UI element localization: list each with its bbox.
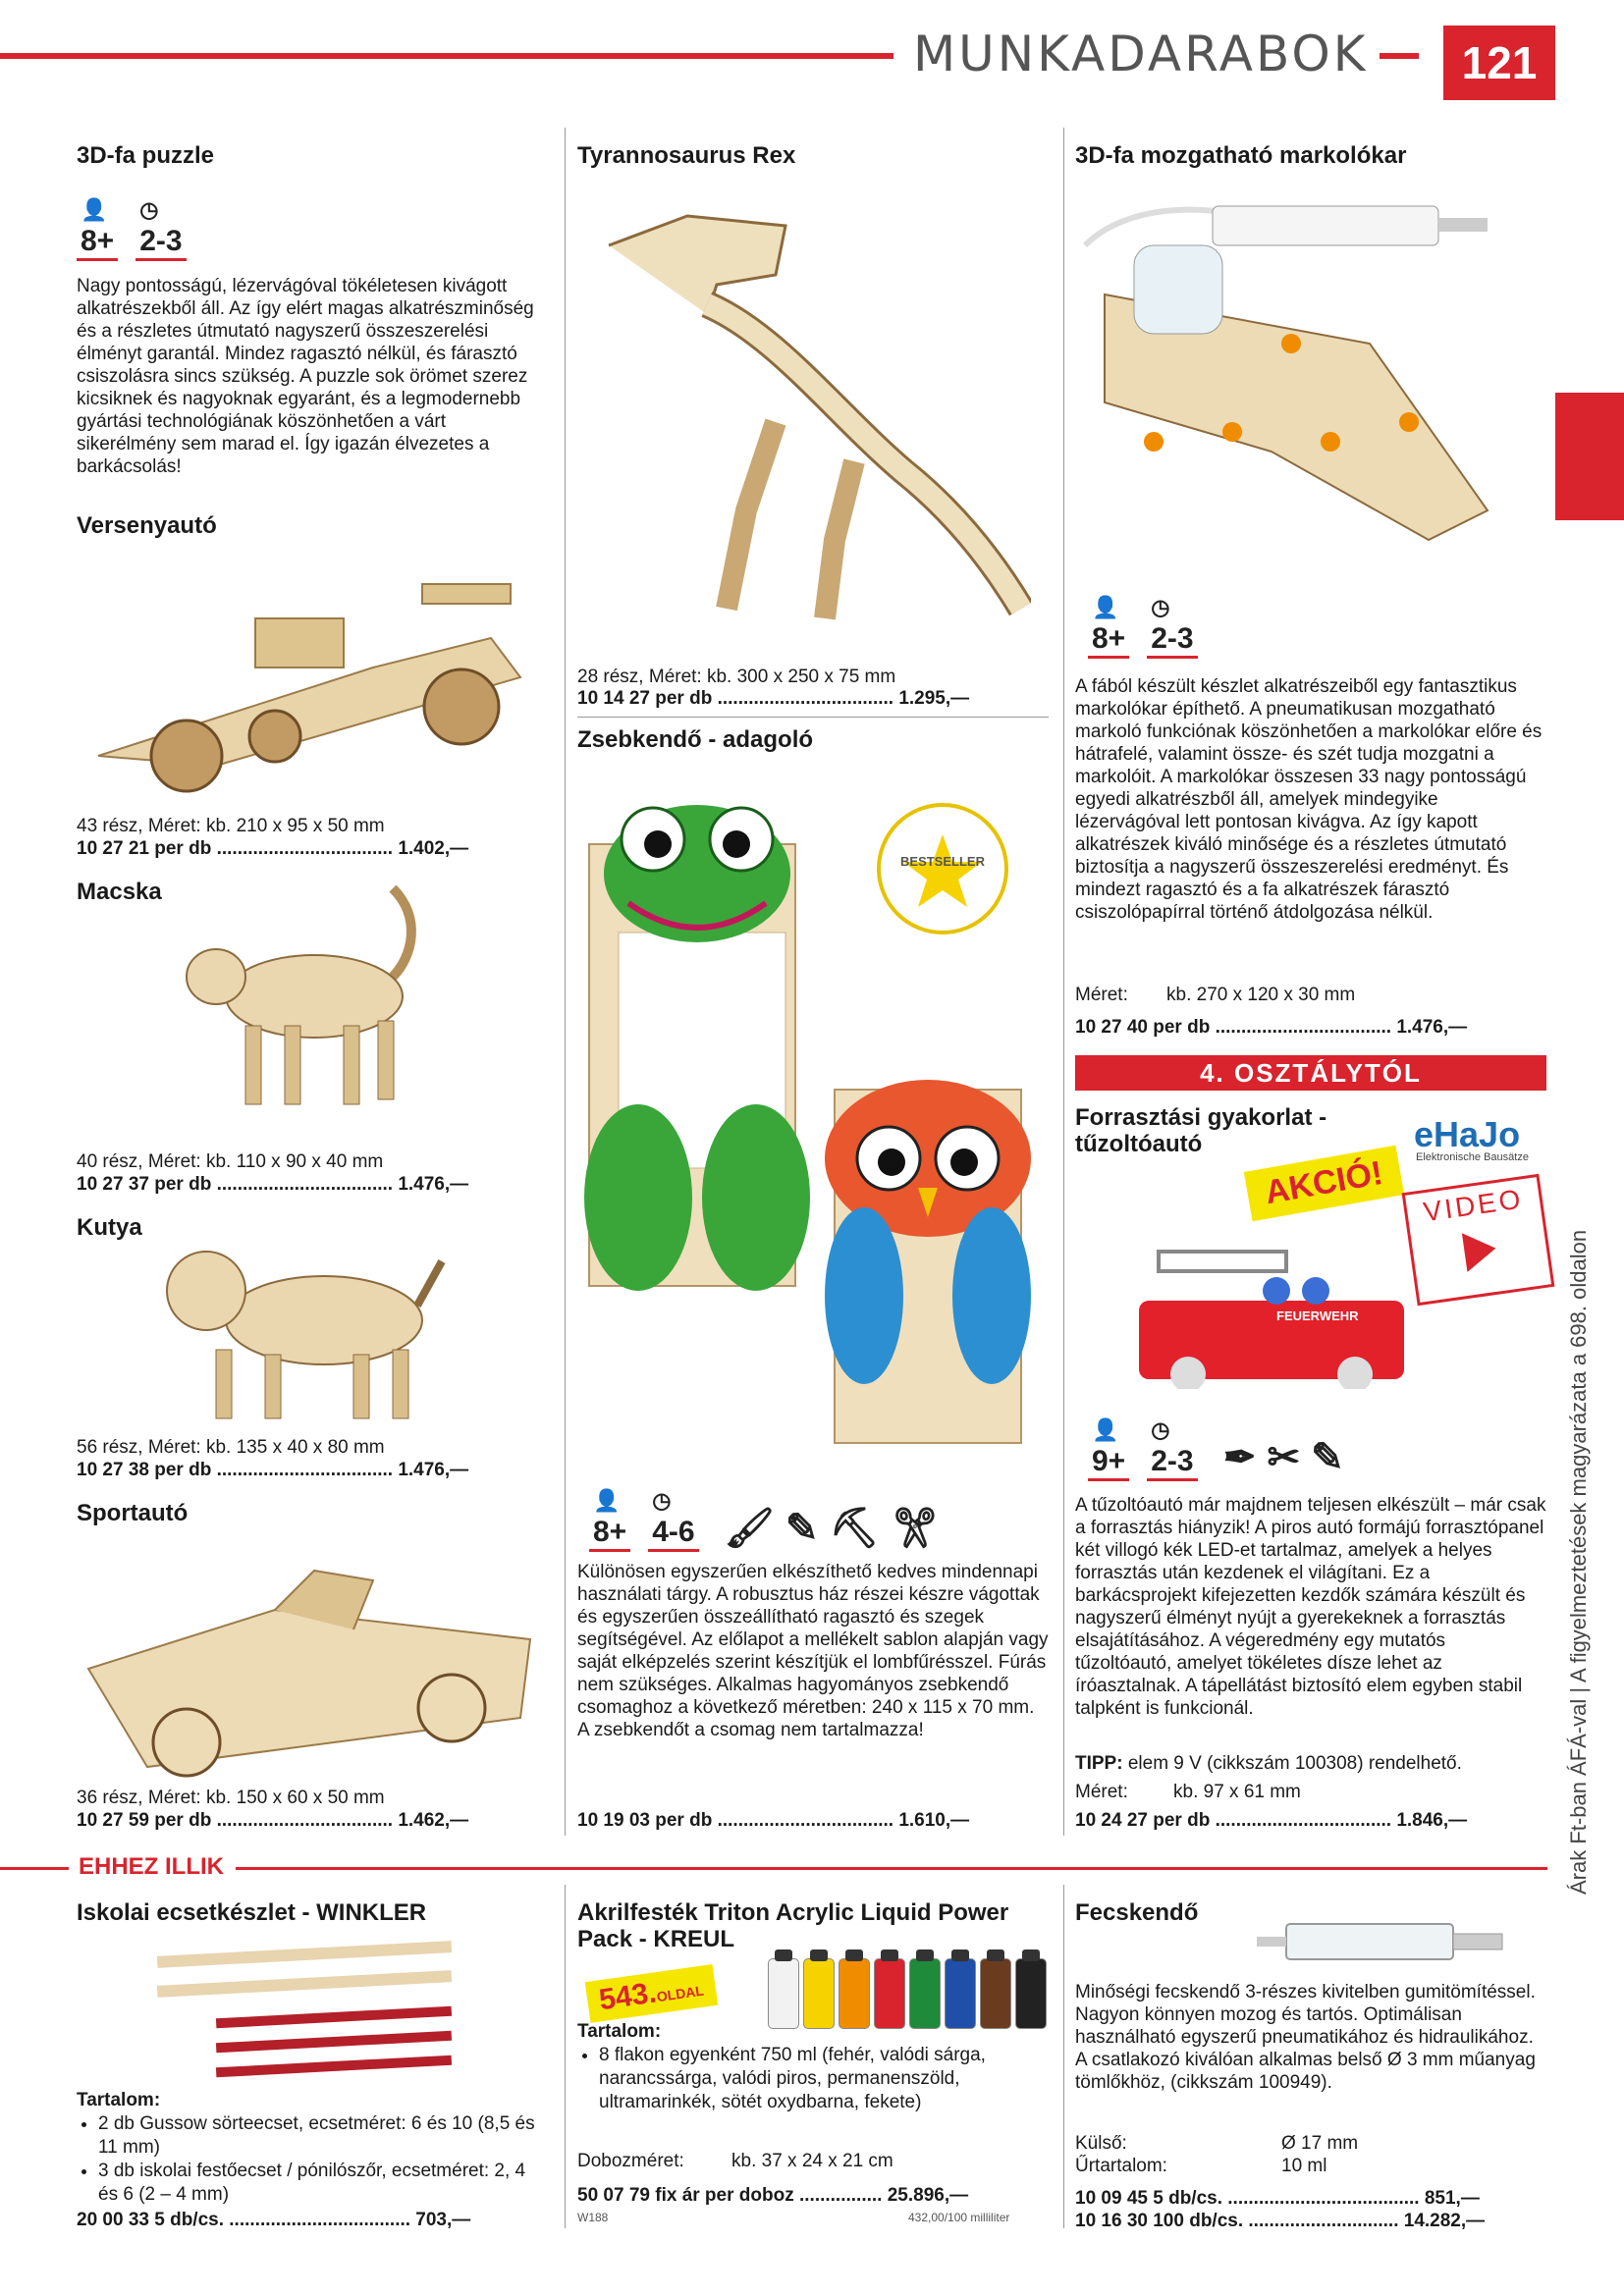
- grade-badge: 4. OSZTÁLYTÓL: [1075, 1055, 1546, 1091]
- bottle-cap: [810, 1949, 828, 1961]
- order-line: 10 16 30 100 db/cs. ............................. 14.282,—: [1075, 2211, 1486, 2231]
- bottle-cap: [987, 1949, 1004, 1961]
- brand-subtitle: Elektronische Bausätze: [1416, 1151, 1529, 1163]
- order-line: 10 24 27 per db .................................. 1.846,—: [1075, 1810, 1468, 1831]
- size-label: Méret:: [1075, 985, 1128, 1005]
- paint-bottle: [909, 1958, 941, 2029]
- order-line: 10 27 21 per db .................................. 1.402,—: [77, 838, 469, 859]
- product-image: [79, 1551, 540, 1787]
- product-spec: 43 rész, Méret: kb. 210 x 95 x 50 mm: [77, 816, 385, 836]
- time-icon: ◷ 4-6: [648, 1482, 698, 1552]
- page-ref-badge: 543.OLDAL: [585, 1964, 718, 2023]
- paint-bottle: [768, 1958, 799, 2029]
- product-image: [1075, 187, 1546, 579]
- volume-label: Űrtartalom:: [1075, 2156, 1167, 2176]
- product-image: [768, 1949, 1053, 2032]
- product-description: A tűzoltóautó már majdnem teljesen elkészült – már csak a forrasztás hiányzik! A piros autó formájú forrasztópanel két villogó kék LED-et tartalmaz, amelyek a helyes forrasztás után kezdenek el világítani. Ez a barkácsprojekt kifejezetten kezdők számára készült és nagyszerű élményt nyújt a gyerekeknek a forrasztás elsajátításához. A végeredmény egy mutatós tűzoltóautó, amelyet tökéletes dísze lehet az íróasztalnak. A tápellátást biztosító elem egyben stabil talpként is funkcionál.: [1075, 1495, 1546, 1719]
- product-description: A fából készült készlet alkatrészeiből egy fantasztikus markolókar építhető. A pneumatikusan mozgatható markoló funkciónak köszönhetően a markolókar előre és hátrafelé, valamint össze- és szét tudja mozgatni a markolóit. A markolókar összesen 33 nagy pontosságú egyedi alkatrészből áll, amelyek mindegyike lézervágóval lett pontosan kivágva. Az így kapott alkatrészek kiváló minősége és a részletes útmutató biztosítja a nagyszerű összeszerelési eredményt. És mindezt ragasztó és a fa alkatrészek fárasztó csiszolópapírral történő átdolgozása nélkül.: [1075, 676, 1543, 923]
- age-icon: 👤 8+: [589, 1482, 630, 1552]
- product-description: Különösen egyszerűen elkészíthető kedves mindennapi használati tárgy. A robusztus ház részei készre vágottak és egyszerűen összeállítható ragasztó és szegek segítségével. Az előlapot a mellékelt sablon alapján vagy saját elképzelés szerint készítjük el lombfűrésszel. Fúrás nem szükséges. Alkalmas hagyományos zsebkendő csomaghoz a következő méretben: 240 x 115 x 70 mm. A zsebkendőt a csomag nem tartalmazza!: [577, 1562, 1049, 1740]
- header-bar: [0, 53, 893, 59]
- age-time-icons: [1088, 1412, 1344, 1481]
- product-image: [79, 560, 540, 795]
- order-line: 10 27 37 per db .................................. 1.476,—: [77, 1174, 469, 1195]
- product-image: [579, 785, 1031, 1453]
- product-spec: 56 rész, Méret: kb. 135 x 40 x 80 mm: [77, 1437, 385, 1458]
- product-description: Minőségi fecskendő 3-részes kivitelben gumitömítéssel. Nagyon könnyen mozog és tartós. Optimálisan használható egyszerű pneumatikához és hidraulikához. A csatlakozó kiválóan alkalmas belső Ø 3 mm műanyag tömlőkhöz, (cikkszám 100949).: [1075, 1982, 1536, 2093]
- paint-bottle: [874, 1958, 905, 2029]
- play-icon: [1461, 1229, 1497, 1272]
- product-title: 3D-fa mozgatható markolókar: [1075, 142, 1407, 169]
- order-line: 10 14 27 per db .................................. 1.295,—: [577, 688, 970, 709]
- product-title: Tyrannosaurus Rex: [577, 142, 796, 169]
- sidebar-note: Árak Ft-ban ÁFÁ-val | A figyelmeztetések magyarázata a 698. oldalon: [1566, 1229, 1591, 1895]
- product-image: [579, 187, 1031, 638]
- paint-bottle: [839, 1958, 870, 2029]
- product-title: Forrasztási gyakorlat -: [1075, 1104, 1327, 1131]
- bottle-cap: [951, 1949, 969, 1961]
- bestseller-badge: BESTSELLER: [900, 854, 985, 869]
- bottle-cap: [1022, 1949, 1040, 1961]
- paint-bottle: [945, 1958, 976, 2029]
- contents-list: [77, 2112, 548, 2207]
- outer-value: Ø 17 mm: [1281, 2133, 1359, 2154]
- tool-icons: 🖌 ✎ ⛏ ✂: [724, 1507, 941, 1550]
- bottle-cap: [916, 1949, 934, 1961]
- time-icon: ◷ 2-3: [1147, 589, 1197, 659]
- unit-price: 432,00/100 milliliter: [908, 2211, 1010, 2224]
- product-spec: 36 rész, Méret: kb. 150 x 60 x 50 mm: [77, 1788, 385, 1808]
- age-icon: 👤 8+: [77, 191, 118, 261]
- side-tab: [1555, 393, 1624, 520]
- product-spec: 40 rész, Méret: kb. 110 x 90 x 40 mm: [77, 1151, 384, 1172]
- brand-logo: eHaJo: [1414, 1114, 1521, 1154]
- contents-label: Tartalom:: [577, 2021, 662, 2042]
- product-title: Fecskendő: [1075, 1899, 1199, 1926]
- time-icon: ◷ 2-3: [1147, 1412, 1197, 1481]
- tool-icons: ✒ ✂ ✎: [1222, 1436, 1344, 1479]
- product-title-line2: Pack - KREUL: [577, 1926, 735, 1952]
- list-item: • 8 flakon egyenként 750 ml (fehér, valódi sárga, narancssárga, valódi piros, permanenszöld, ultramarinkék, sötét oxydbarna, fekete): [599, 2044, 1049, 2114]
- list-item: • 3 db iskolai festőecset / pónilószőr, ecsetméret: 2, 4 és 6 (2 – 4 mm): [98, 2160, 548, 2207]
- product-title: Iskolai ecsetkészlet - WINKLER: [77, 1899, 427, 1926]
- column-divider: [1063, 128, 1064, 1836]
- order-line: 10 27 38 per db .................................. 1.476,—: [77, 1460, 469, 1480]
- product-title: Kutya: [77, 1214, 142, 1241]
- product-title: Zsebkendő - adagoló: [577, 726, 814, 753]
- outer-label: Külső:: [1075, 2133, 1127, 2154]
- product-title: Akrilfesték Triton Acrylic Liquid Power: [577, 1899, 1009, 1926]
- video-label: VIDEO: [1421, 1183, 1526, 1228]
- page-section-title: MUNKADARABOK: [913, 26, 1369, 82]
- age-time-icons: [77, 191, 204, 261]
- paint-bottle: [1015, 1958, 1047, 2029]
- order-line: 20 00 33 5 db/cs. ................................... 703,—: [77, 2210, 471, 2230]
- column-divider: [565, 1885, 566, 2228]
- age-time-icons: [589, 1482, 940, 1552]
- age-icon: 👤 8+: [1088, 589, 1129, 659]
- product-image: [137, 1939, 461, 2086]
- product-image: [1257, 1904, 1512, 1978]
- volume-value: 10 ml: [1281, 2156, 1327, 2176]
- page-number: 121: [1443, 26, 1555, 100]
- age-icon: 👤 9+: [1088, 1412, 1129, 1481]
- footnote-code: W188: [577, 2211, 609, 2224]
- size-value: kb. 270 x 120 x 30 mm: [1166, 985, 1356, 1005]
- box-size-label: Dobozméret:: [577, 2151, 684, 2171]
- akcio-badge: AKCIÓ!: [1244, 1146, 1404, 1221]
- product-image: [177, 879, 432, 1124]
- paint-bottle: [980, 1958, 1011, 2029]
- column-divider: [565, 128, 566, 1836]
- divider: [577, 717, 1049, 718]
- section-label: EHHEZ ILLIK: [79, 1853, 224, 1880]
- paint-bottle: [803, 1958, 835, 2029]
- header-bar-right: [1380, 53, 1419, 59]
- contents-list: [577, 2044, 1049, 2114]
- product-title: Macska: [77, 879, 162, 905]
- time-icon: ◷ 2-3: [135, 191, 186, 261]
- product-description: Nagy pontosságú, lézervágóval tökéletesen kivágott alkatrészekből áll. Az így elért magas alkatrészminőség és a részletes útmutató nagyszerű összeszerelési élményt garantál. Mindez ragasztó nélkül, és fárasztó csiszolásra sincs szükség. A puzzle sok örömet szerez kicsiknek és nagyoknak egyaránt, és a legmodernebb gyártási technológiának köszönhetően a várt sikerélmény sem marad el. Így igazán élvezetes a barkácsolás!: [77, 276, 534, 477]
- contents-label: Tartalom:: [77, 2090, 161, 2110]
- tip-line: TIPP: elem 9 V (cikkszám 100308) rendelhető.: [1075, 1753, 1462, 1774]
- list-item: • 2 db Gussow sörteecset, ecsetméret: 6 és 10 (8,5 és 11 mm): [98, 2112, 548, 2160]
- product-title: Versenyautó: [77, 512, 217, 539]
- product-title: Sportautó: [77, 1500, 189, 1526]
- bottle-cap: [845, 1949, 863, 1961]
- order-line: 10 19 03 per db .................................. 1.610,—: [577, 1810, 970, 1831]
- product-spec: 28 rész, Méret: kb. 300 x 250 x 75 mm: [577, 667, 896, 687]
- size-label: Méret:: [1075, 1782, 1128, 1802]
- truck-label: FEUERWEHR: [1276, 1308, 1359, 1323]
- section-rule: [0, 1867, 69, 1870]
- bottle-cap: [881, 1949, 898, 1961]
- size-value: kb. 97 x 61 mm: [1173, 1782, 1301, 1802]
- section-rule: [236, 1867, 1547, 1870]
- order-line: 10 09 45 5 db/cs. ..................................... 851,—: [1075, 2188, 1480, 2209]
- product-title: 3D-fa puzzle: [77, 142, 215, 169]
- order-line: 10 27 59 per db .................................. 1.462,—: [77, 1810, 469, 1831]
- product-image: [1129, 1232, 1414, 1389]
- column-divider: [1063, 1885, 1064, 2228]
- age-time-icons: [1088, 589, 1216, 659]
- box-size-value: kb. 37 x 24 x 21 cm: [731, 2151, 893, 2171]
- product-title-line2: tűzoltóautó: [1075, 1131, 1203, 1157]
- video-button[interactable]: [1402, 1174, 1555, 1306]
- bottle-cap: [775, 1949, 792, 1961]
- order-line: 10 27 40 per db .................................. 1.476,—: [1075, 1017, 1468, 1038]
- product-image: [157, 1232, 452, 1428]
- order-line: 50 07 79 fix ár per doboz ................ 25.896,—: [577, 2185, 969, 2206]
